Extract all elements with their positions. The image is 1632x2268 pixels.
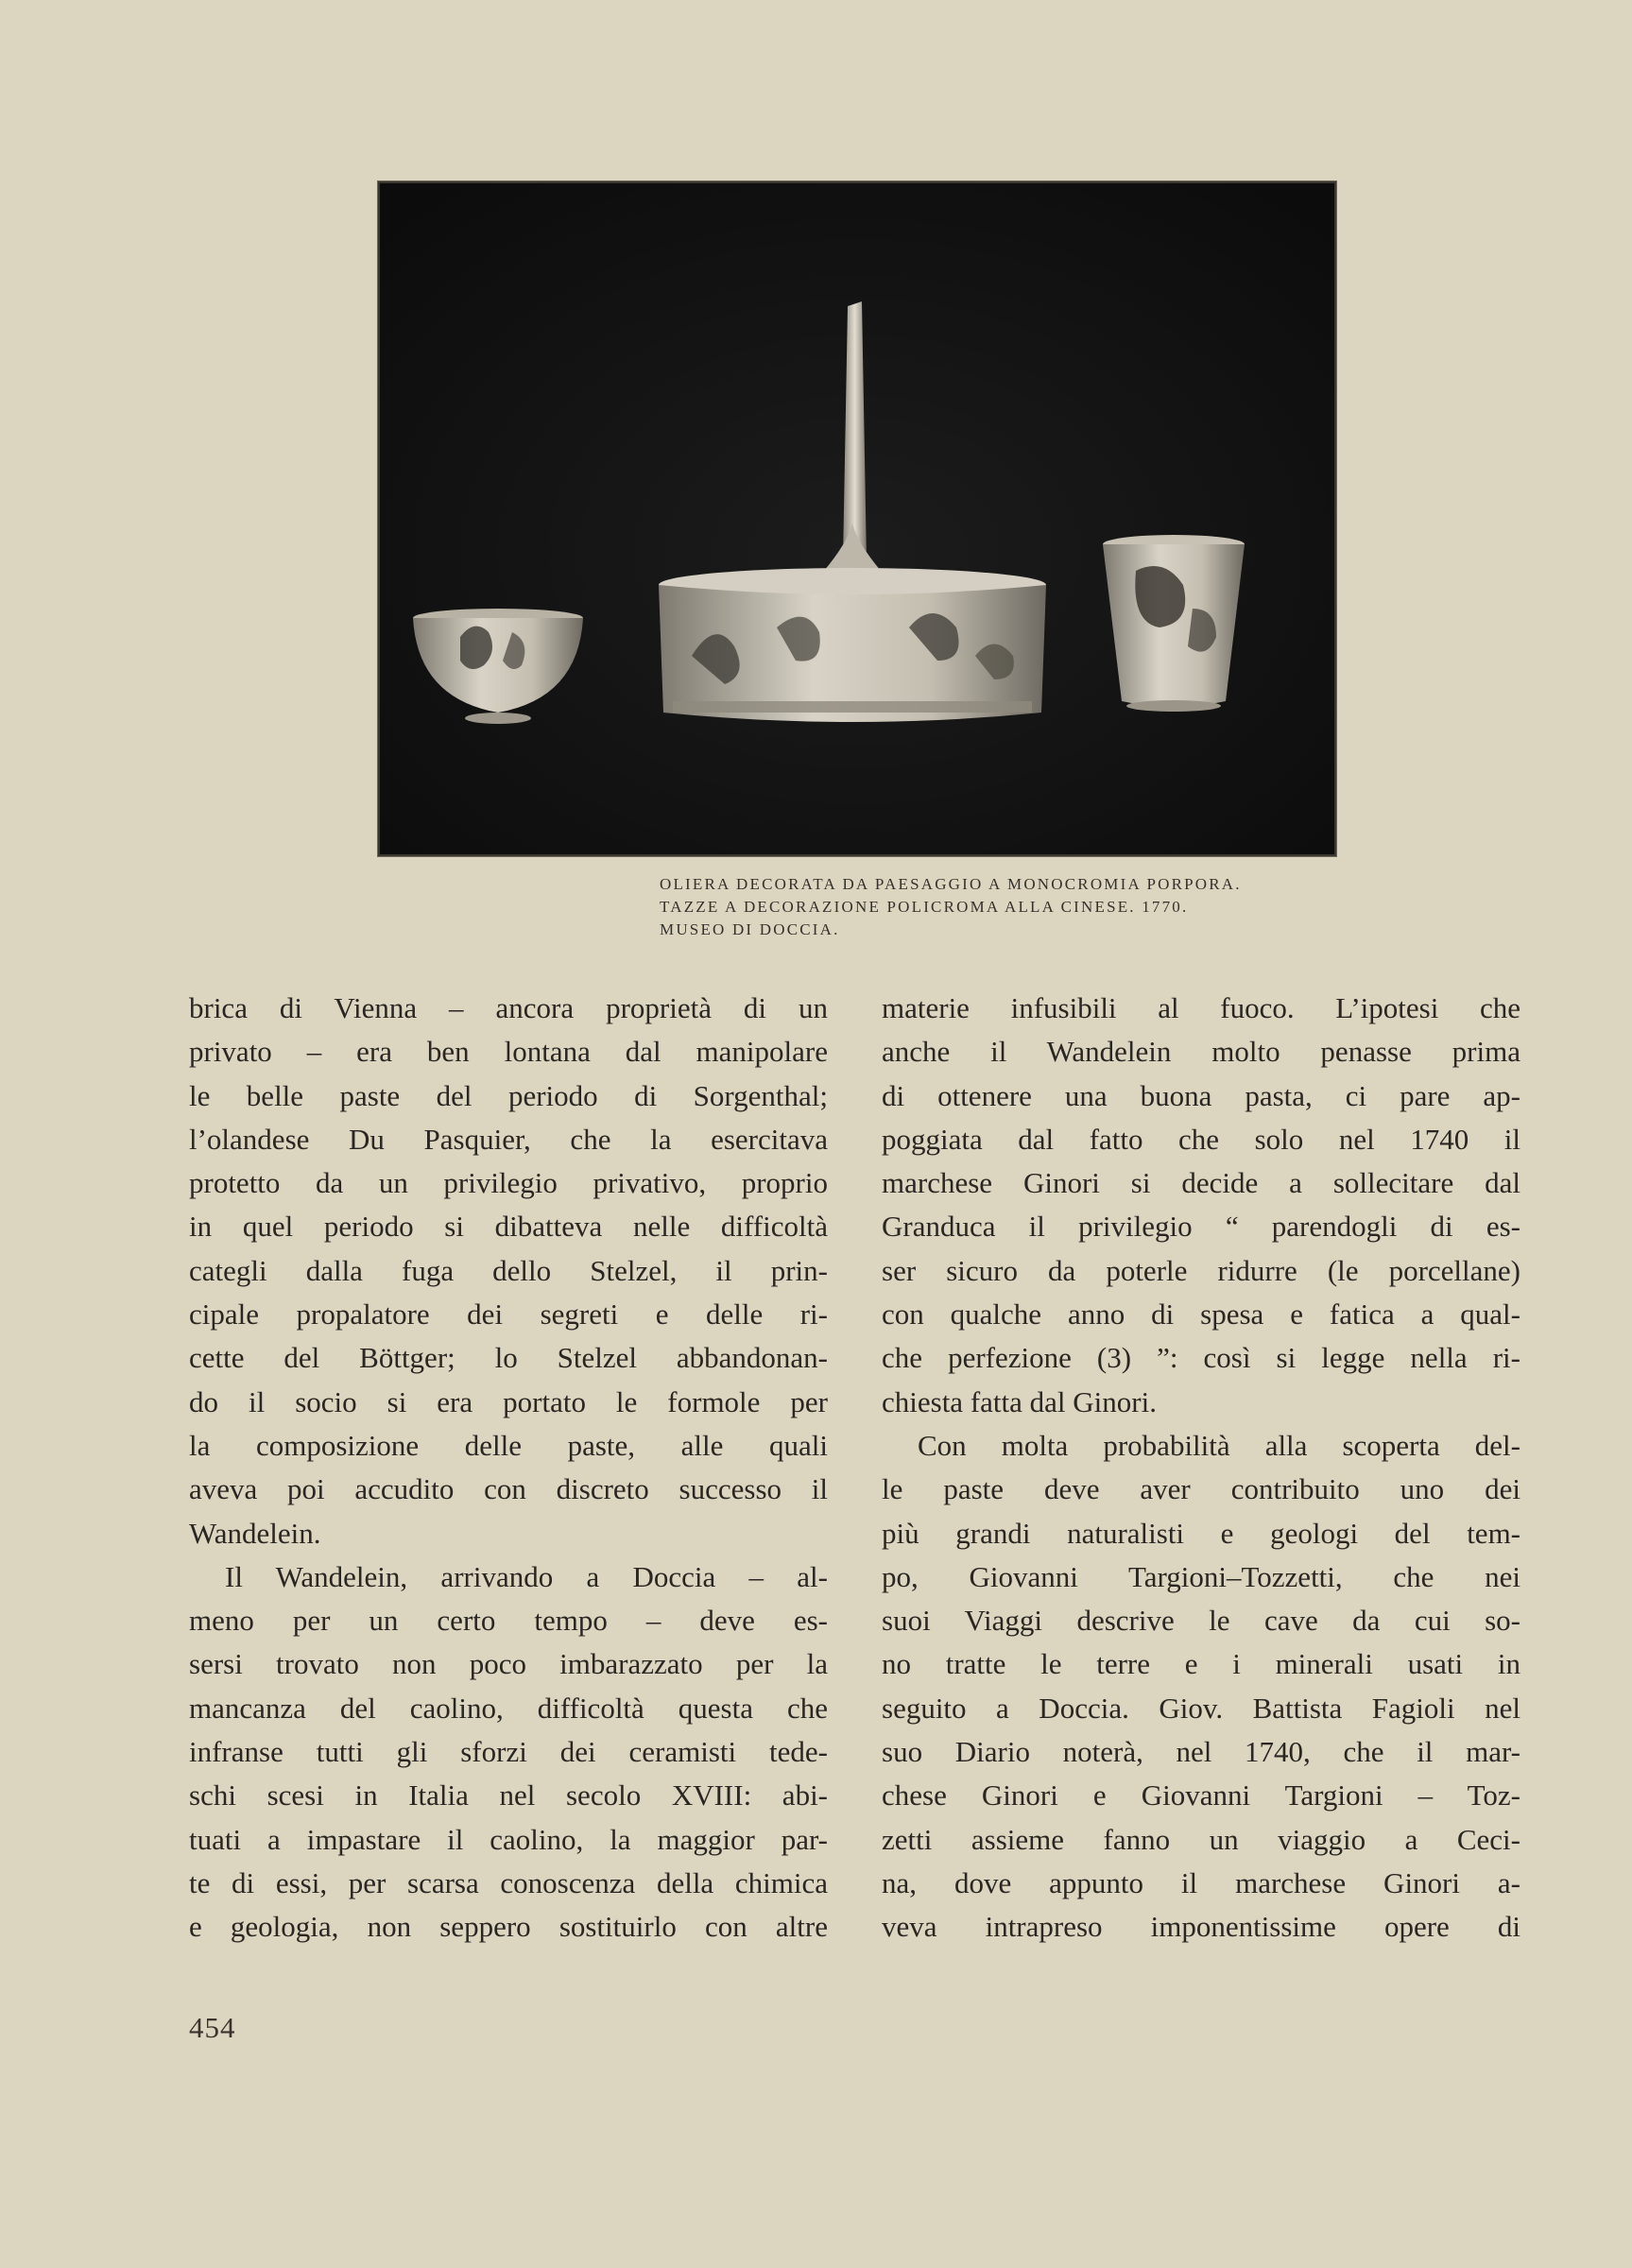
text-line: suo Diario noterà, nel 1740, che il mar- bbox=[882, 1735, 1520, 1769]
text-line: tuati a impastare il caolino, la maggior par- bbox=[189, 1822, 828, 1856]
text-line: na, dove appunto il marchese Ginori a- bbox=[882, 1865, 1520, 1899]
text-line: Il Wandelein, arrivando a Doccia – al- bbox=[225, 1559, 828, 1593]
text-line: e geologia, non seppero sostituirlo con altre bbox=[189, 1910, 828, 1944]
text-line: chese Ginori e Giovanni Targioni – Toz- bbox=[882, 1778, 1520, 1813]
caption-line-1: OLIERA DECORATA DA PAESAGGIO A MONOCROMIA PORPORA. bbox=[660, 875, 1242, 893]
text-line: zetti assieme fanno un viaggio a Ceci- bbox=[882, 1822, 1520, 1856]
text-line: anche il Wandelein molto penasse prima bbox=[882, 1035, 1520, 1069]
text-line: schi scesi in Italia nel secolo XVIII: abi- bbox=[189, 1778, 828, 1813]
left-column bbox=[189, 987, 828, 1950]
right-beaker bbox=[1103, 535, 1245, 712]
text-line: ser sicuro da poterle ridurre (le porcellane) bbox=[882, 1253, 1520, 1287]
porcelain-photo-drawing bbox=[380, 183, 1334, 854]
text-line: di ottenere una buona pasta, ci pare ap- bbox=[882, 1078, 1520, 1112]
text-line: sersi trovato non poco imbarazzato per la bbox=[189, 1647, 828, 1681]
text-line: cette del Böttger; lo Stelzel abbandonan- bbox=[189, 1341, 828, 1375]
text-line: po, Giovanni Targioni–Tozzetti, che nei bbox=[882, 1559, 1520, 1593]
text-line: categli dalla fuga dello Stelzel, il prin- bbox=[189, 1253, 828, 1287]
text-line: le paste deve aver contribuito uno dei bbox=[882, 1472, 1520, 1506]
text-line: meno per un certo tempo – deve es- bbox=[189, 1604, 828, 1638]
text-line: suoi Viaggi descrive le cave da cui so- bbox=[882, 1604, 1520, 1638]
text-line: mancanza del caolino, difficoltà questa che bbox=[189, 1691, 828, 1725]
text-line: materie infusibili al fuoco. L’ipotesi che bbox=[882, 991, 1520, 1024]
left-paragraph-2 bbox=[189, 1555, 828, 1950]
text-line: cipale propalatore dei segreti e delle ri- bbox=[189, 1297, 828, 1332]
text-line: privato – era ben lontana dal manipolare bbox=[189, 1035, 828, 1069]
text-line: no tratte le terre e i minerali usati in bbox=[882, 1647, 1520, 1681]
text-line: che perfezione (3) ”: così si legge nella ri- bbox=[882, 1341, 1520, 1375]
text-line: Granduca il privilegio “ parendogli di es- bbox=[882, 1210, 1520, 1244]
text-line: chiesta fatta dal Ginori. bbox=[882, 1384, 1157, 1418]
text-line: aveva poi accudito con discreto successo il bbox=[189, 1472, 828, 1506]
right-paragraph-2 bbox=[882, 1424, 1520, 1950]
figure-photograph bbox=[378, 181, 1336, 856]
caption-line-3: MUSEO DI DOCCIA. bbox=[660, 920, 840, 938]
text-line: veva intrapreso imponentissime opere di bbox=[882, 1910, 1520, 1944]
text-line: con qualche anno di spesa e fatica a qual- bbox=[882, 1297, 1520, 1332]
text-line: più grandi naturalisti e geologi del tem- bbox=[882, 1516, 1520, 1550]
text-line: l’olandese Du Pasquier, che la esercitava bbox=[189, 1122, 828, 1156]
text-line: la composizione delle paste, alle quali bbox=[189, 1428, 828, 1462]
caption-line-2: TAZZE A DECORAZIONE POLICROMA ALLA CINESE. 1770. bbox=[660, 898, 1189, 916]
text-line: Con molta probabilità alla scoperta del- bbox=[918, 1428, 1520, 1462]
text-line: infranse tutti gli sforzi dei ceramisti tede- bbox=[189, 1735, 828, 1769]
text-line: seguito a Doccia. Giov. Battista Fagioli nel bbox=[882, 1691, 1520, 1725]
text-line: brica di Vienna – ancora proprietà di un bbox=[189, 991, 828, 1024]
text-line: do il socio si era portato le formole per bbox=[189, 1384, 828, 1418]
left-paragraph-1 bbox=[189, 987, 828, 1555]
text-line: te di essi, per scarsa conoscenza della chimica bbox=[189, 1865, 828, 1899]
text-line: in quel periodo si dibatteva nelle difficoltà bbox=[189, 1210, 828, 1244]
text-line: marchese Ginori si decide a sollecitare dal bbox=[882, 1166, 1520, 1200]
text-line: Wandelein. bbox=[189, 1516, 321, 1550]
text-line: protetto da un privilegio privativo, proprio bbox=[189, 1166, 828, 1200]
right-paragraph-1 bbox=[882, 987, 1520, 1424]
page-number: 454 bbox=[189, 2011, 236, 2044]
text-line: le belle paste del periodo di Sorgenthal; bbox=[189, 1078, 828, 1112]
text-line: poggiata dal fatto che solo nel 1740 il bbox=[882, 1122, 1520, 1156]
figure-caption bbox=[660, 873, 1340, 941]
right-column bbox=[882, 987, 1520, 1950]
